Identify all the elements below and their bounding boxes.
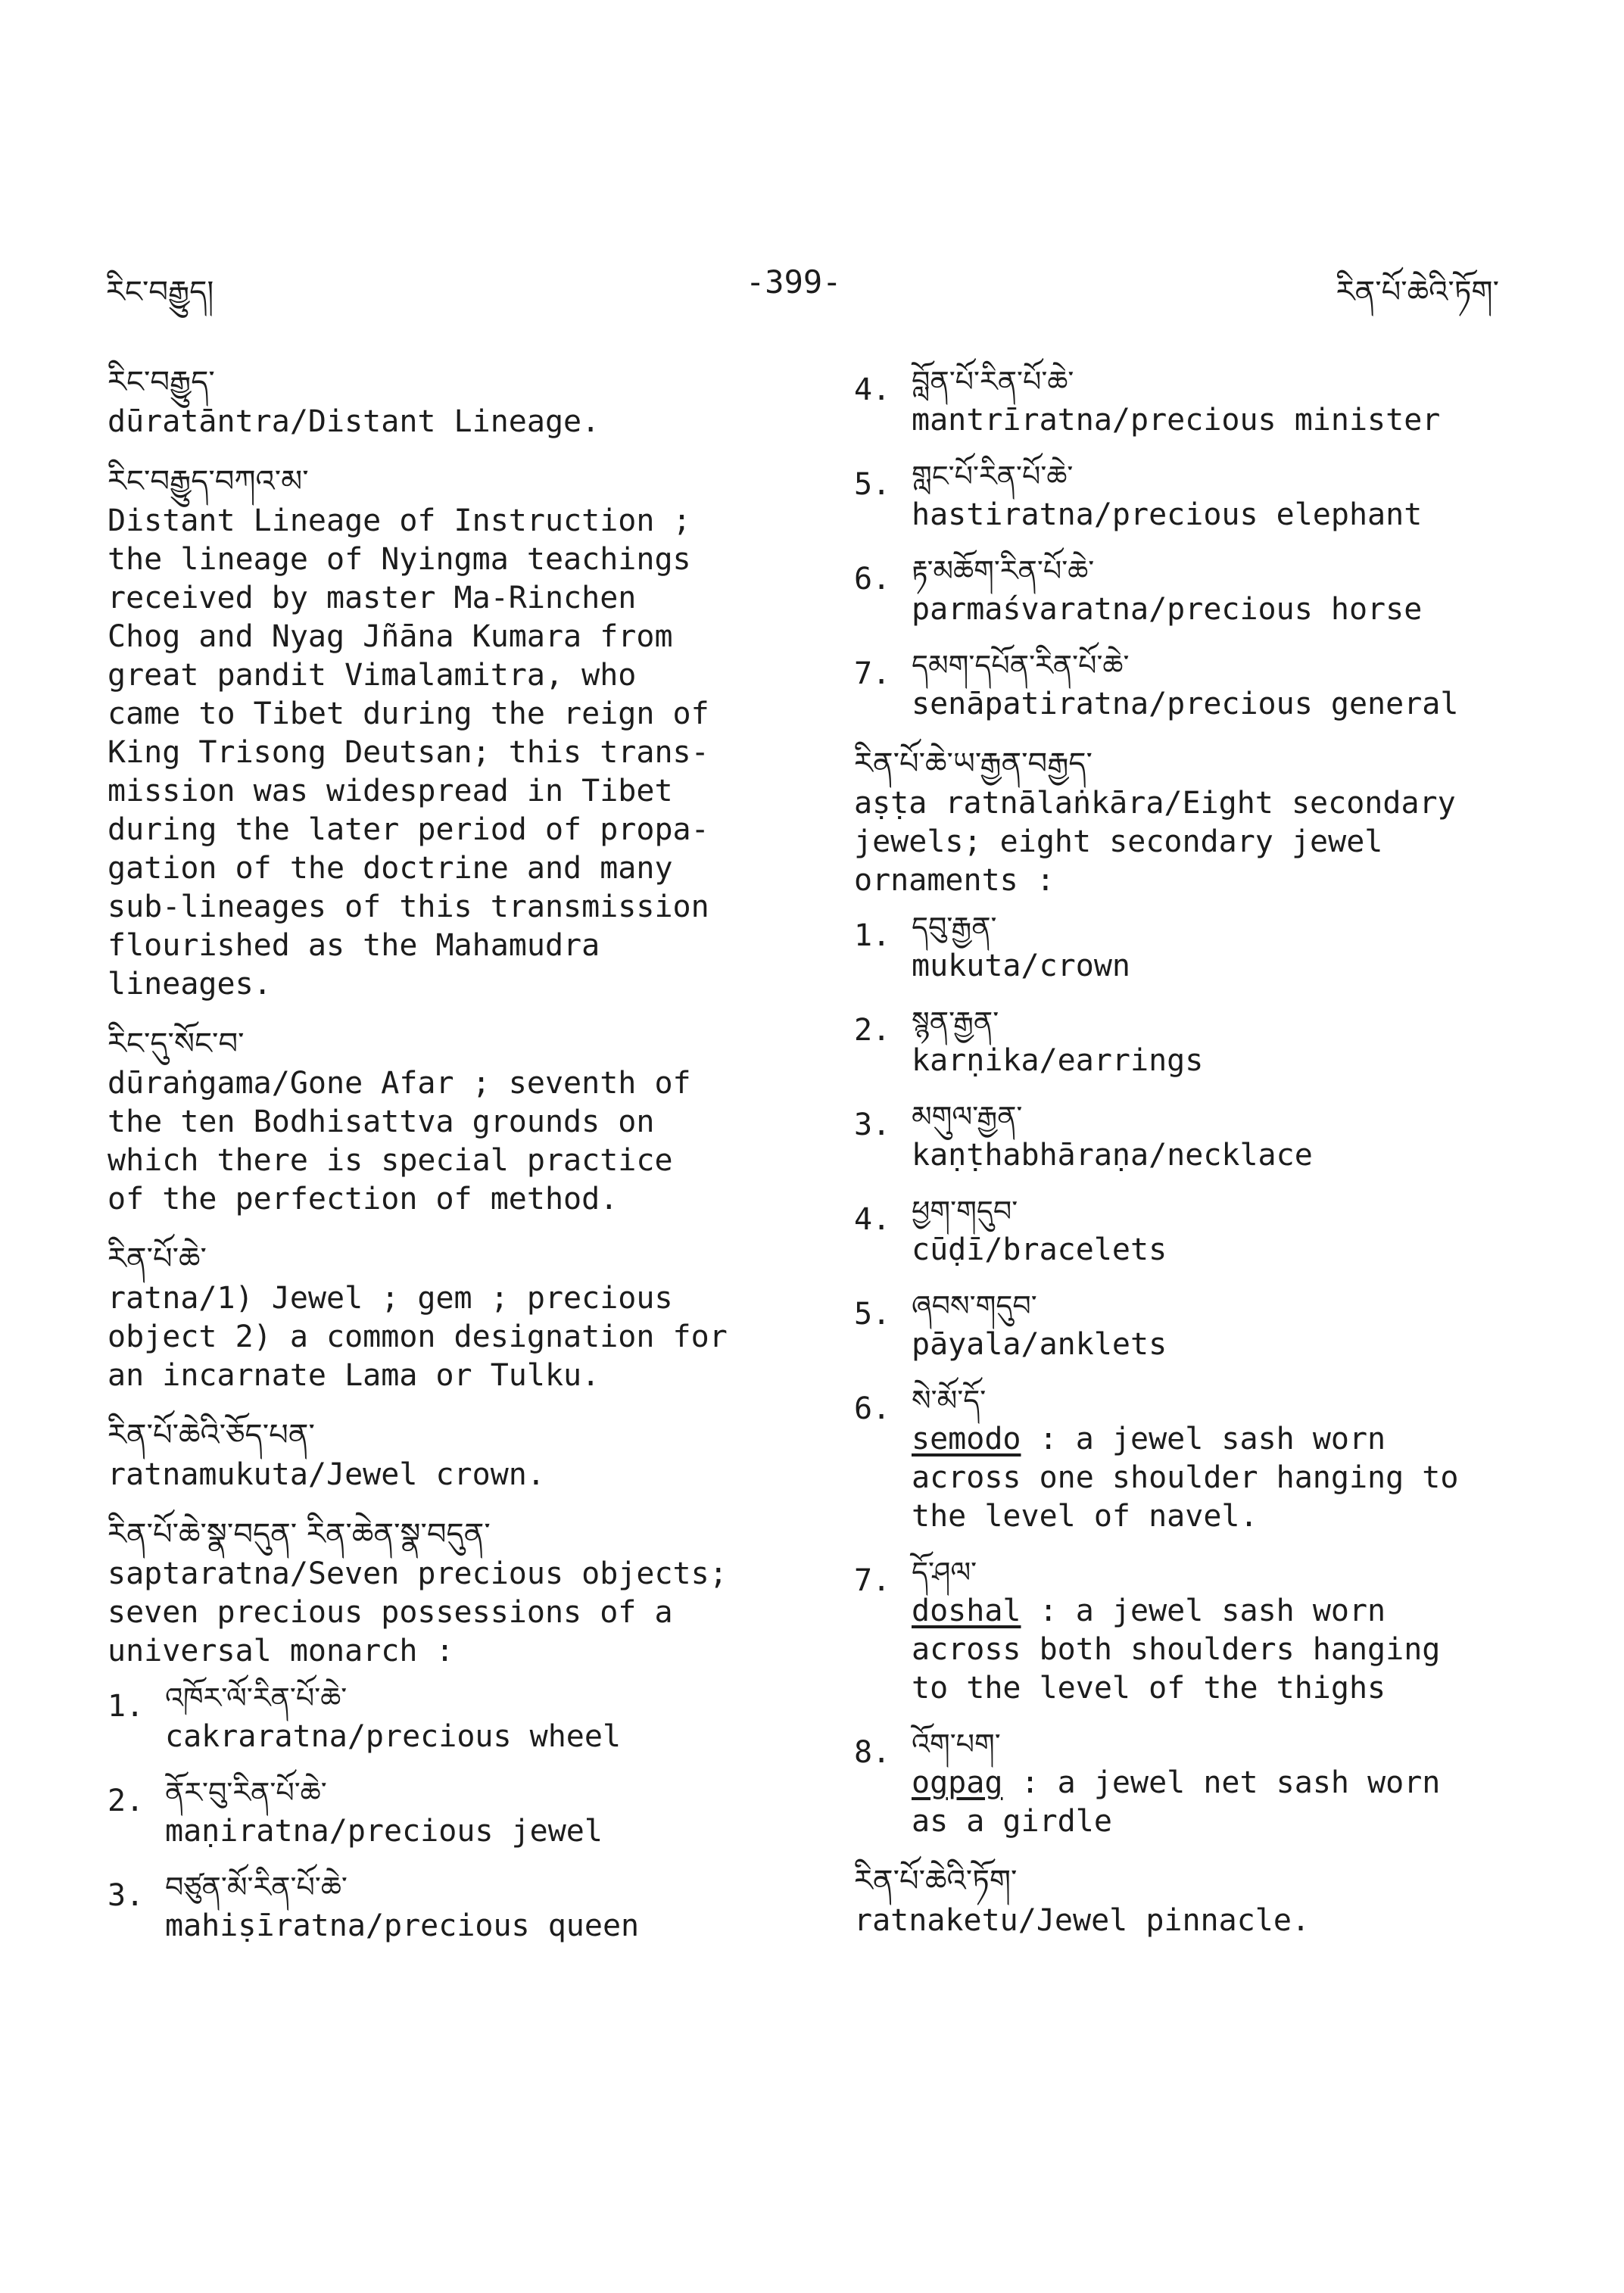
numbered-list: [108, 1678, 827, 1946]
list-item-number: 1.: [108, 1689, 145, 1724]
dictionary-entry: [108, 1023, 827, 1219]
list-item-tibetan: སེ་མོ་དོ་: [912, 1384, 987, 1417]
entry-headword-tibetan: རིང་བརྒྱུད་བཀའ་མ་: [108, 464, 309, 499]
entry-headword-tibetan: རིང་དུ་སོང་བ་: [108, 1027, 245, 1061]
underlined-term: ogpag: [912, 1765, 1003, 1800]
header-left-guide-word: རིང་བརྒྱུད།: [106, 275, 214, 310]
list-item-text: senāpatiratna/precious general: [912, 687, 1459, 721]
list-item-number: 6.: [854, 1391, 891, 1426]
underlined-term: doshal: [912, 1594, 1021, 1628]
list-item-text: karṇika/earrings: [912, 1043, 1204, 1078]
list-item: [854, 1724, 1573, 1841]
list-item-number: 7.: [854, 1563, 891, 1598]
list-item: [108, 1678, 827, 1756]
list-item: [854, 1097, 1573, 1175]
dictionary-entry: [108, 1514, 827, 1946]
list-item: [854, 362, 1573, 440]
list-item-tibetan: བློན་པོ་རིན་པོ་ཆེ་: [912, 365, 1074, 398]
entry-definition: saptaratna/Seven precious objects; seven precious possessions of a universal monarch :: [108, 1556, 728, 1668]
term-definition: : a jewel net sash worn as a girdle: [912, 1765, 1441, 1839]
list-item-tibetan: གླང་པོ་རིན་པོ་ཆེ་: [912, 460, 1074, 493]
list-item-tibetan: བཙུན་མོ་རིན་པོ་ཆེ་: [165, 1871, 348, 1904]
list-item-number: 5.: [854, 1297, 891, 1332]
dictionary-entry: [108, 362, 827, 441]
list-item-number: 4.: [854, 372, 891, 407]
entry-definition: Distant Lineage of Instruction ; the lineage of Nyingma teachings received by master Ma-Rinchen Chog and Nyag Jñāna Kumara from great pandit Vimalamitra, who came to Tibet during the reign of King Trisong Deutsan; this trans- mission was widespread in Tibet during the later period of propa- gation of the doctrine and many sub-lineages of this transmission flourished as the Mahamudra lineages.: [108, 503, 709, 1002]
entry-headword-tibetan: རིན་པོ་ཆེའི་ཏོག་: [854, 1864, 1018, 1899]
dictionary-entry: [108, 461, 827, 1004]
page-header: [106, 257, 1499, 318]
numbered-list: [854, 908, 1573, 1841]
list-item: [854, 908, 1573, 986]
entry-headword-tibetan: རིང་བརྒྱུད་: [108, 365, 215, 400]
right-column: [854, 362, 1573, 1960]
dictionary-entry: [854, 1861, 1573, 1940]
list-item-text: [912, 1420, 1573, 1536]
list-item-number: 5.: [854, 467, 891, 502]
entry-definition: dūraṅgama/Gone Afar ; seventh of the ten Bodhisattva grounds on which there is special practice of the perfection of method.: [108, 1066, 691, 1217]
list-item-text: maṇiratna/precious jewel: [165, 1814, 603, 1849]
entry-definition: ratna/1) Jewel ; gem ; precious object 2) a common designation for an incarnate Lama or Tulku.: [108, 1281, 728, 1393]
list-item-text: pāyala/anklets: [912, 1327, 1167, 1362]
list-item-tibetan: ཞབས་གདུབ་: [912, 1289, 1037, 1323]
list-item-text: mahiṣīratna/precious queen: [165, 1908, 640, 1943]
left-column: [108, 362, 827, 1965]
entry-definition: aṣṭa ratnālaṅkāra/Eight secondary jewels; eight secondary jewel ornaments :: [854, 786, 1456, 898]
list-item: [108, 1773, 827, 1851]
list-item: [854, 1381, 1573, 1536]
dictionary-entry: [108, 1238, 827, 1395]
entry-headword-tibetan: རིན་པོ་ཆེ་སྣ་བདུན་ རིན་ཆེན་སྣ་བདུན་: [108, 1517, 491, 1552]
term-definition: : a jewel sash worn across one shoulder hanging to the level of navel.: [912, 1422, 1459, 1534]
underlined-term: semodo: [912, 1422, 1021, 1456]
list-item-number: 8.: [854, 1735, 891, 1770]
entry-headword-tibetan: རིན་པོ་ཆེ་: [108, 1242, 207, 1276]
list-item-tibetan: འཁོར་ལོ་རིན་པོ་ཆེ་: [165, 1681, 348, 1715]
entry-headword-tibetan: རིན་པོ་ཆེ་ཡ་རྒྱན་བརྒྱད་: [854, 746, 1093, 781]
term-definition: : a jewel sash worn across both shoulders hanging to the level of the thighs: [912, 1594, 1441, 1706]
list-item: [854, 1192, 1573, 1270]
list-item-number: 3.: [854, 1108, 891, 1142]
list-item-text: cūḍī/bracelets: [912, 1232, 1167, 1267]
list-item: [854, 456, 1573, 534]
list-item-text: [912, 1764, 1573, 1841]
list-item-number: 2.: [108, 1784, 145, 1818]
list-item-text: mantrīratna/precious minister: [912, 403, 1441, 438]
page-number: -399-: [746, 263, 842, 301]
list-item: [854, 551, 1573, 629]
list-item-tibetan: རྟ་མཆོག་རིན་པོ་ཆེ་: [912, 554, 1095, 587]
entry-definition: ratnamukuta/Jewel crown.: [108, 1457, 545, 1492]
list-item-number: 4.: [854, 1202, 891, 1237]
entry-definition: ratnaketu/Jewel pinnacle.: [854, 1903, 1311, 1938]
list-item-text: [912, 1592, 1573, 1708]
list-item-text: cakraratna/precious wheel: [165, 1719, 622, 1754]
numbered-list-continued: [854, 362, 1573, 724]
list-item-tibetan: མགུལ་རྒྱན་: [912, 1100, 1023, 1133]
entry-headword-tibetan: རིན་པོ་ཆེའི་ཅོད་པན་: [108, 1418, 315, 1453]
list-item-number: 1.: [854, 918, 891, 953]
list-item-number: 3.: [108, 1878, 145, 1913]
list-item-tibetan: དབུ་རྒྱན་: [912, 911, 997, 944]
list-item-number: 2.: [854, 1013, 891, 1048]
list-item-text: mukuta/crown: [912, 949, 1130, 983]
entry-definition: dūratāntra/Distant Lineage.: [108, 404, 600, 439]
list-item-tibetan: དམག་དཔོན་རིན་པོ་ཆེ་: [912, 649, 1130, 682]
list-item-tibetan: འོག་པག་: [912, 1728, 1001, 1761]
list-item: [854, 1002, 1573, 1080]
list-item-number: 7.: [854, 656, 891, 691]
list-item-text: hastiratna/precious elephant: [912, 497, 1423, 532]
list-item-text: kaṇṭhabhāraṇa/necklace: [912, 1138, 1313, 1173]
list-item: [854, 1286, 1573, 1364]
list-item-tibetan: ཕྱག་གདུབ་: [912, 1195, 1018, 1228]
list-item-number: 6.: [854, 562, 891, 597]
dictionary-entry: [108, 1415, 827, 1494]
list-item-tibetan: དོ་ཤལ་: [912, 1556, 977, 1589]
dictionary-entry: [854, 743, 1573, 1841]
list-item-tibetan: སྙན་རྒྱན་: [912, 1005, 999, 1039]
list-item-tibetan: ནོར་བུ་རིན་པོ་ཆེ་: [165, 1776, 327, 1809]
list-item: [108, 1868, 827, 1946]
list-item-text: parmaśvaratna/precious horse: [912, 592, 1423, 627]
list-item: [854, 1553, 1573, 1708]
list-item: [854, 646, 1573, 724]
header-right-guide-word: རིན་པོ་ཆེའི་ཏོག་: [1336, 275, 1499, 310]
